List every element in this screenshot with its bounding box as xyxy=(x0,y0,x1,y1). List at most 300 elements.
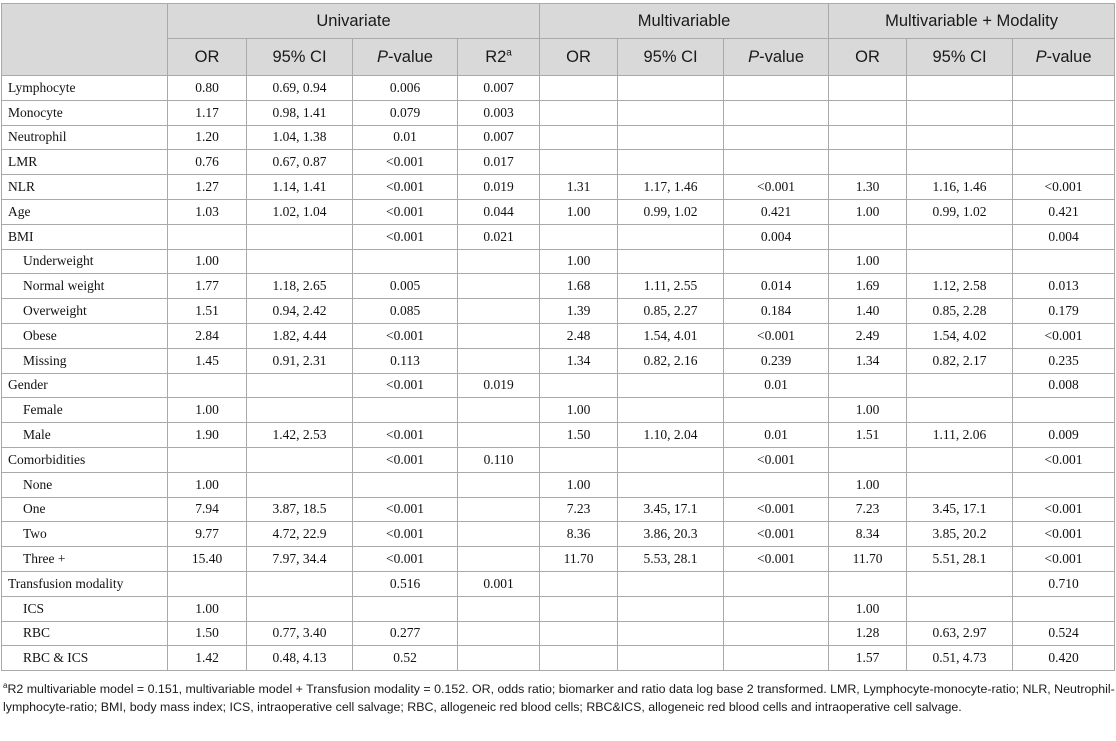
cell-multi-ci: 1.17, 1.46 xyxy=(618,175,724,200)
table-row xyxy=(2,125,1115,150)
cell-univariate-or: 1.03 xyxy=(168,199,247,224)
footnote-text: R2 multivariable model = 0.151, multivariable model + Transfusion modality = 0.152. OR, odds ratio; biomarker and ratio data log base 2 transformed. LMR, Lymphocyte-monocyte-ratio; NLR, Neutrophil-lymphocyte-ratio; BMI, body mass index; ICS, intraoperative cell salvage; RBC, allogeneic red blood cells; RBC&ICS, allogeneic red blood cells and intraoperative cell salvage. xyxy=(3,682,1115,714)
cell-modality-or: 1.40 xyxy=(829,299,907,324)
cell-multi-or xyxy=(540,100,618,125)
cell-multi-or xyxy=(540,76,618,101)
cell-modality-p xyxy=(1013,100,1115,125)
row-label: Transfusion modality xyxy=(2,571,168,596)
table-row xyxy=(2,497,1115,522)
col-univariate-p xyxy=(353,39,458,76)
cell-modality-or xyxy=(829,76,907,101)
cell-univariate-r2: 0.003 xyxy=(458,100,540,125)
cell-univariate-or: 0.80 xyxy=(168,76,247,101)
cell-multi-p xyxy=(724,249,829,274)
cell-multi-ci xyxy=(618,100,724,125)
row-label: Female xyxy=(2,398,168,423)
col-multi-p xyxy=(724,39,829,76)
table-body xyxy=(2,76,1115,671)
col-multi-ci: 95% CI xyxy=(618,39,724,76)
cell-univariate-or xyxy=(168,447,247,472)
cell-univariate-ci: 0.94, 2.42 xyxy=(247,299,353,324)
row-label: BMI xyxy=(2,224,168,249)
cell-multi-p xyxy=(724,646,829,671)
cell-modality-p xyxy=(1013,125,1115,150)
cell-multi-or: 2.48 xyxy=(540,323,618,348)
cell-modality-ci: 0.85, 2.28 xyxy=(907,299,1013,324)
cell-modality-p: 0.013 xyxy=(1013,274,1115,299)
cell-univariate-r2 xyxy=(458,274,540,299)
cell-multi-or: 1.39 xyxy=(540,299,618,324)
cell-univariate-or: 1.00 xyxy=(168,596,247,621)
cell-univariate-p: 0.277 xyxy=(353,621,458,646)
cell-modality-ci: 5.51, 28.1 xyxy=(907,547,1013,572)
table-row xyxy=(2,646,1115,671)
cell-modality-p: <0.001 xyxy=(1013,547,1115,572)
cell-modality-p: 0.009 xyxy=(1013,423,1115,448)
cell-modality-or: 1.00 xyxy=(829,249,907,274)
cell-multi-p: <0.001 xyxy=(724,175,829,200)
cell-multi-p: 0.01 xyxy=(724,423,829,448)
row-label: Male xyxy=(2,423,168,448)
cell-modality-ci xyxy=(907,76,1013,101)
cell-modality-or: 1.51 xyxy=(829,423,907,448)
cell-univariate-r2: 0.019 xyxy=(458,175,540,200)
row-label: Missing xyxy=(2,348,168,373)
cell-modality-p xyxy=(1013,76,1115,101)
cell-univariate-r2 xyxy=(458,522,540,547)
cell-univariate-ci: 1.82, 4.44 xyxy=(247,323,353,348)
cell-univariate-or: 1.90 xyxy=(168,423,247,448)
cell-univariate-ci: 7.97, 34.4 xyxy=(247,547,353,572)
cell-modality-p: <0.001 xyxy=(1013,447,1115,472)
cell-modality-ci xyxy=(907,447,1013,472)
cell-multi-ci xyxy=(618,224,724,249)
p-suffix: -value xyxy=(388,48,433,66)
cell-univariate-or: 1.77 xyxy=(168,274,247,299)
row-label: LMR xyxy=(2,150,168,175)
cell-modality-or: 1.00 xyxy=(829,398,907,423)
cell-modality-ci: 1.54, 4.02 xyxy=(907,323,1013,348)
cell-univariate-r2: 0.001 xyxy=(458,571,540,596)
cell-multi-or: 7.23 xyxy=(540,497,618,522)
cell-multi-p xyxy=(724,621,829,646)
cell-multi-p xyxy=(724,76,829,101)
cell-multi-or xyxy=(540,150,618,175)
cell-univariate-ci: 1.14, 1.41 xyxy=(247,175,353,200)
corner-cell xyxy=(2,4,168,76)
cell-modality-ci xyxy=(907,472,1013,497)
cell-univariate-ci: 0.69, 0.94 xyxy=(247,76,353,101)
cell-univariate-r2: 0.007 xyxy=(458,125,540,150)
cell-univariate-p: <0.001 xyxy=(353,323,458,348)
cell-multi-ci: 1.10, 2.04 xyxy=(618,423,724,448)
cell-univariate-p: 0.52 xyxy=(353,646,458,671)
cell-univariate-r2 xyxy=(458,249,540,274)
cell-univariate-or: 15.40 xyxy=(168,547,247,572)
row-label: Normal weight xyxy=(2,274,168,299)
cell-multi-p xyxy=(724,596,829,621)
cell-multi-p: 0.014 xyxy=(724,274,829,299)
col-univariate-ci: 95% CI xyxy=(247,39,353,76)
row-label: Monocyte xyxy=(2,100,168,125)
cell-modality-p: <0.001 xyxy=(1013,323,1115,348)
footnote-marker: a xyxy=(3,680,8,690)
cell-univariate-or xyxy=(168,373,247,398)
cell-univariate-p: <0.001 xyxy=(353,224,458,249)
table-footnote xyxy=(3,681,1115,716)
cell-multi-p xyxy=(724,571,829,596)
cell-univariate-r2: 0.110 xyxy=(458,447,540,472)
cell-modality-or: 1.00 xyxy=(829,596,907,621)
r2-label: R2 xyxy=(485,48,507,66)
table-row xyxy=(2,100,1115,125)
cell-univariate-r2: 0.007 xyxy=(458,76,540,101)
cell-univariate-p: <0.001 xyxy=(353,547,458,572)
table-row xyxy=(2,224,1115,249)
cell-modality-or: 1.00 xyxy=(829,472,907,497)
cell-multi-ci xyxy=(618,398,724,423)
cell-univariate-ci xyxy=(247,472,353,497)
cell-univariate-r2: 0.044 xyxy=(458,199,540,224)
cell-multi-p: 0.01 xyxy=(724,373,829,398)
row-label: Two xyxy=(2,522,168,547)
cell-multi-or: 1.31 xyxy=(540,175,618,200)
cell-modality-p: 0.710 xyxy=(1013,571,1115,596)
cell-modality-p: 0.179 xyxy=(1013,299,1115,324)
cell-univariate-ci xyxy=(247,447,353,472)
cell-multi-or: 1.34 xyxy=(540,348,618,373)
col-multi-or: OR xyxy=(540,39,618,76)
cell-univariate-or: 1.50 xyxy=(168,621,247,646)
table-row xyxy=(2,522,1115,547)
cell-univariate-r2 xyxy=(458,323,540,348)
table-row xyxy=(2,423,1115,448)
cell-multi-p: <0.001 xyxy=(724,547,829,572)
cell-modality-ci: 1.16, 1.46 xyxy=(907,175,1013,200)
cell-multi-p: 0.239 xyxy=(724,348,829,373)
cell-modality-or: 1.34 xyxy=(829,348,907,373)
cell-multi-or: 1.68 xyxy=(540,274,618,299)
cell-univariate-or: 1.20 xyxy=(168,125,247,150)
cell-univariate-or: 7.94 xyxy=(168,497,247,522)
table-row xyxy=(2,150,1115,175)
cell-univariate-p xyxy=(353,249,458,274)
column-header-row xyxy=(2,39,1115,76)
cell-modality-p: 0.008 xyxy=(1013,373,1115,398)
cell-multi-ci xyxy=(618,621,724,646)
group-header-row xyxy=(2,4,1115,39)
cell-univariate-p: 0.006 xyxy=(353,76,458,101)
cell-univariate-or: 1.17 xyxy=(168,100,247,125)
cell-univariate-p: 0.01 xyxy=(353,125,458,150)
cell-univariate-p xyxy=(353,472,458,497)
cell-univariate-ci: 0.67, 0.87 xyxy=(247,150,353,175)
cell-modality-or xyxy=(829,447,907,472)
cell-multi-p xyxy=(724,150,829,175)
cell-multi-ci: 3.45, 17.1 xyxy=(618,497,724,522)
cell-univariate-or xyxy=(168,224,247,249)
table-row xyxy=(2,76,1115,101)
cell-multi-ci: 0.99, 1.02 xyxy=(618,199,724,224)
table-row xyxy=(2,249,1115,274)
cell-modality-p: <0.001 xyxy=(1013,175,1115,200)
cell-modality-or: 7.23 xyxy=(829,497,907,522)
cell-modality-ci xyxy=(907,596,1013,621)
p-letter: P xyxy=(748,48,760,66)
cell-modality-p: 0.524 xyxy=(1013,621,1115,646)
cell-multi-ci: 1.11, 2.55 xyxy=(618,274,724,299)
cell-univariate-r2 xyxy=(458,547,540,572)
cell-multi-ci xyxy=(618,373,724,398)
cell-univariate-or: 0.76 xyxy=(168,150,247,175)
cell-modality-ci: 3.85, 20.2 xyxy=(907,522,1013,547)
group-multivariable-modality: Multivariable + Modality xyxy=(829,4,1115,39)
table-row xyxy=(2,323,1115,348)
cell-multi-or xyxy=(540,621,618,646)
cell-univariate-or: 1.00 xyxy=(168,472,247,497)
cell-univariate-ci: 1.42, 2.53 xyxy=(247,423,353,448)
row-label: Obese xyxy=(2,323,168,348)
cell-univariate-ci xyxy=(247,571,353,596)
cell-univariate-or: 1.00 xyxy=(168,249,247,274)
table-row xyxy=(2,373,1115,398)
cell-univariate-ci: 1.04, 1.38 xyxy=(247,125,353,150)
row-label: Gender xyxy=(2,373,168,398)
cell-modality-ci: 1.11, 2.06 xyxy=(907,423,1013,448)
cell-univariate-or: 2.84 xyxy=(168,323,247,348)
cell-multi-ci xyxy=(618,596,724,621)
cell-modality-p: 0.004 xyxy=(1013,224,1115,249)
p-letter: P xyxy=(377,48,389,66)
cell-multi-ci xyxy=(618,472,724,497)
col-modality-or: OR xyxy=(829,39,907,76)
p-letter: P xyxy=(1035,48,1047,66)
cell-multi-p xyxy=(724,472,829,497)
cell-univariate-ci: 0.98, 1.41 xyxy=(247,100,353,125)
cell-multi-or xyxy=(540,646,618,671)
cell-modality-p xyxy=(1013,398,1115,423)
cell-univariate-ci: 1.02, 1.04 xyxy=(247,199,353,224)
cell-multi-ci xyxy=(618,249,724,274)
cell-multi-p: 0.004 xyxy=(724,224,829,249)
cell-modality-or xyxy=(829,373,907,398)
cell-univariate-ci: 3.87, 18.5 xyxy=(247,497,353,522)
cell-univariate-p: <0.001 xyxy=(353,199,458,224)
cell-multi-or: 11.70 xyxy=(540,547,618,572)
cell-univariate-ci xyxy=(247,596,353,621)
cell-multi-ci xyxy=(618,76,724,101)
p-suffix: -value xyxy=(759,48,805,66)
cell-multi-p xyxy=(724,100,829,125)
cell-multi-ci: 0.85, 2.27 xyxy=(618,299,724,324)
cell-multi-p: 0.421 xyxy=(724,199,829,224)
cell-univariate-r2 xyxy=(458,596,540,621)
cell-univariate-r2 xyxy=(458,348,540,373)
table-row xyxy=(2,621,1115,646)
row-label: Lymphocyte xyxy=(2,76,168,101)
table-row xyxy=(2,199,1115,224)
cell-univariate-p: 0.113 xyxy=(353,348,458,373)
cell-modality-p: 0.235 xyxy=(1013,348,1115,373)
table-row xyxy=(2,299,1115,324)
cell-univariate-ci: 1.18, 2.65 xyxy=(247,274,353,299)
cell-univariate-p: 0.005 xyxy=(353,274,458,299)
group-univariate: Univariate xyxy=(168,4,540,39)
cell-multi-or: 1.00 xyxy=(540,398,618,423)
col-univariate-or: OR xyxy=(168,39,247,76)
row-label: NLR xyxy=(2,175,168,200)
cell-univariate-r2: 0.021 xyxy=(458,224,540,249)
cell-modality-p: 0.420 xyxy=(1013,646,1115,671)
row-label: One xyxy=(2,497,168,522)
cell-modality-p: <0.001 xyxy=(1013,497,1115,522)
cell-modality-or: 1.28 xyxy=(829,621,907,646)
cell-univariate-or: 1.45 xyxy=(168,348,247,373)
cell-univariate-p: <0.001 xyxy=(353,522,458,547)
cell-modality-or: 2.49 xyxy=(829,323,907,348)
row-label: RBC xyxy=(2,621,168,646)
cell-univariate-p: 0.516 xyxy=(353,571,458,596)
cell-univariate-or: 1.00 xyxy=(168,398,247,423)
cell-univariate-r2 xyxy=(458,646,540,671)
table-row xyxy=(2,348,1115,373)
results-table xyxy=(1,3,1115,671)
cell-multi-or xyxy=(540,447,618,472)
cell-modality-or: 1.30 xyxy=(829,175,907,200)
cell-modality-or xyxy=(829,571,907,596)
table-row xyxy=(2,547,1115,572)
cell-multi-p: <0.001 xyxy=(724,497,829,522)
table-row xyxy=(2,274,1115,299)
cell-multi-p: <0.001 xyxy=(724,323,829,348)
cell-multi-or xyxy=(540,373,618,398)
cell-modality-p: 0.421 xyxy=(1013,199,1115,224)
cell-modality-p xyxy=(1013,150,1115,175)
cell-multi-or xyxy=(540,125,618,150)
row-label: Three + xyxy=(2,547,168,572)
cell-univariate-or: 9.77 xyxy=(168,522,247,547)
row-label: Age xyxy=(2,199,168,224)
cell-univariate-p: <0.001 xyxy=(353,497,458,522)
cell-univariate-p xyxy=(353,596,458,621)
cell-modality-ci: 0.63, 2.97 xyxy=(907,621,1013,646)
row-label: Comorbidities xyxy=(2,447,168,472)
col-modality-ci: 95% CI xyxy=(907,39,1013,76)
cell-modality-or: 11.70 xyxy=(829,547,907,572)
cell-univariate-or: 1.42 xyxy=(168,646,247,671)
row-label: None xyxy=(2,472,168,497)
cell-univariate-p: <0.001 xyxy=(353,447,458,472)
cell-univariate-ci xyxy=(247,249,353,274)
col-univariate-r2 xyxy=(458,39,540,76)
table-row xyxy=(2,571,1115,596)
cell-multi-or xyxy=(540,571,618,596)
cell-modality-ci xyxy=(907,224,1013,249)
row-label: Neutrophil xyxy=(2,125,168,150)
cell-univariate-p: <0.001 xyxy=(353,423,458,448)
cell-modality-or: 1.00 xyxy=(829,199,907,224)
cell-univariate-r2: 0.017 xyxy=(458,150,540,175)
cell-modality-ci xyxy=(907,398,1013,423)
cell-modality-ci xyxy=(907,100,1013,125)
cell-modality-ci: 3.45, 17.1 xyxy=(907,497,1013,522)
cell-modality-or: 8.34 xyxy=(829,522,907,547)
cell-modality-ci xyxy=(907,249,1013,274)
cell-modality-ci: 0.82, 2.17 xyxy=(907,348,1013,373)
cell-modality-ci: 0.51, 4.73 xyxy=(907,646,1013,671)
cell-modality-ci xyxy=(907,150,1013,175)
cell-univariate-p: <0.001 xyxy=(353,175,458,200)
group-multivariable: Multivariable xyxy=(540,4,829,39)
cell-multi-or xyxy=(540,596,618,621)
cell-modality-or xyxy=(829,100,907,125)
cell-modality-ci xyxy=(907,571,1013,596)
p-suffix: -value xyxy=(1046,48,1092,66)
cell-modality-ci: 0.99, 1.02 xyxy=(907,199,1013,224)
cell-multi-or: 1.00 xyxy=(540,199,618,224)
cell-modality-p xyxy=(1013,249,1115,274)
col-modality-p xyxy=(1013,39,1115,76)
cell-multi-ci: 3.86, 20.3 xyxy=(618,522,724,547)
cell-univariate-ci xyxy=(247,224,353,249)
cell-univariate-r2: 0.019 xyxy=(458,373,540,398)
cell-modality-p xyxy=(1013,472,1115,497)
cell-univariate-r2 xyxy=(458,299,540,324)
cell-modality-p: <0.001 xyxy=(1013,522,1115,547)
cell-univariate-ci: 4.72, 22.9 xyxy=(247,522,353,547)
cell-univariate-ci xyxy=(247,398,353,423)
cell-multi-or: 8.36 xyxy=(540,522,618,547)
cell-multi-ci xyxy=(618,447,724,472)
cell-univariate-ci: 0.91, 2.31 xyxy=(247,348,353,373)
row-label: Underweight xyxy=(2,249,168,274)
cell-univariate-r2 xyxy=(458,423,540,448)
cell-univariate-p: 0.085 xyxy=(353,299,458,324)
cell-univariate-ci: 0.77, 3.40 xyxy=(247,621,353,646)
cell-multi-p: 0.184 xyxy=(724,299,829,324)
row-label: Overweight xyxy=(2,299,168,324)
row-label: RBC & ICS xyxy=(2,646,168,671)
cell-multi-ci: 1.54, 4.01 xyxy=(618,323,724,348)
cell-multi-ci xyxy=(618,150,724,175)
table-row xyxy=(2,175,1115,200)
row-label: ICS xyxy=(2,596,168,621)
cell-multi-or: 1.50 xyxy=(540,423,618,448)
footnote-marker: a xyxy=(506,47,512,59)
table-row xyxy=(2,398,1115,423)
cell-univariate-r2 xyxy=(458,472,540,497)
cell-multi-ci xyxy=(618,125,724,150)
cell-modality-ci: 1.12, 2.58 xyxy=(907,274,1013,299)
cell-univariate-ci xyxy=(247,373,353,398)
cell-modality-p xyxy=(1013,596,1115,621)
cell-univariate-p: <0.001 xyxy=(353,373,458,398)
cell-modality-or xyxy=(829,224,907,249)
cell-multi-p: <0.001 xyxy=(724,522,829,547)
cell-univariate-p: <0.001 xyxy=(353,150,458,175)
cell-modality-or: 1.57 xyxy=(829,646,907,671)
cell-multi-or: 1.00 xyxy=(540,472,618,497)
cell-univariate-r2 xyxy=(458,621,540,646)
cell-multi-p xyxy=(724,398,829,423)
cell-multi-ci xyxy=(618,646,724,671)
cell-multi-ci: 5.53, 28.1 xyxy=(618,547,724,572)
cell-multi-p: <0.001 xyxy=(724,447,829,472)
cell-univariate-p: 0.079 xyxy=(353,100,458,125)
cell-modality-ci xyxy=(907,373,1013,398)
cell-modality-ci xyxy=(907,125,1013,150)
cell-univariate-or: 1.51 xyxy=(168,299,247,324)
